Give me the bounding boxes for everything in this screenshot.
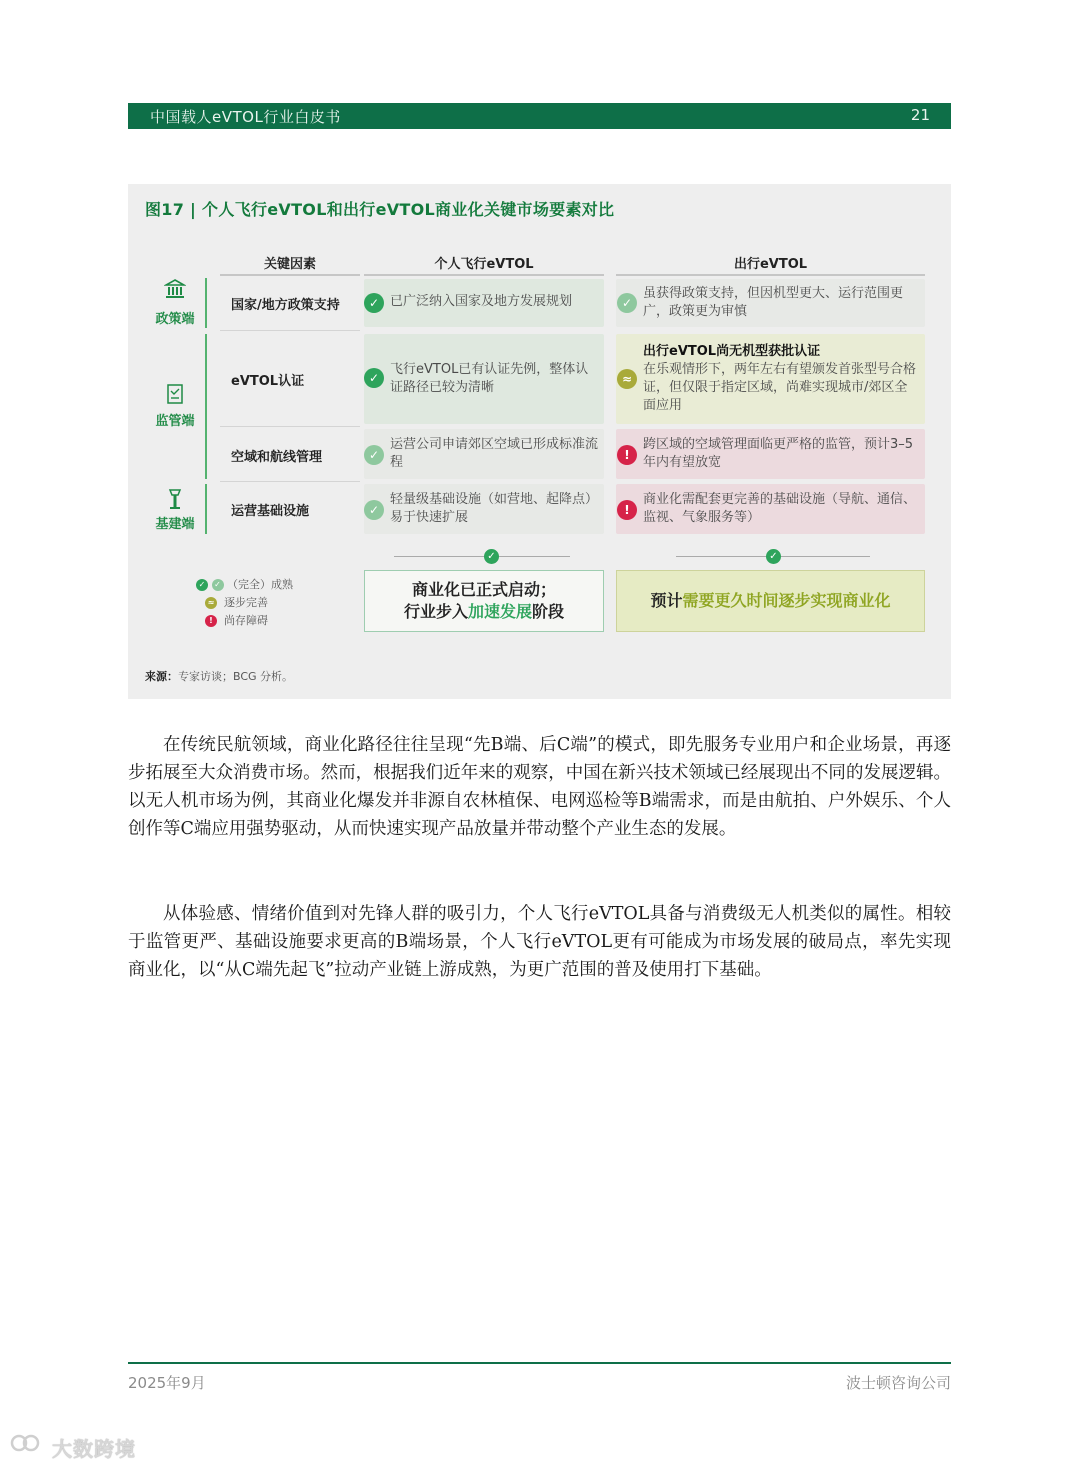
header-divider: [616, 274, 925, 276]
category-bracket: [205, 334, 207, 479]
check-icon: ✓: [364, 368, 384, 388]
conclusion-mobility: 预计需要更久时间逐步实现商业化: [616, 570, 925, 632]
factor-certification: eVTOL认证: [231, 374, 305, 389]
column-header-factor: 关键因素: [263, 257, 316, 272]
legend-mature: ✓ ✓ （完全）成熟: [196, 576, 293, 592]
cell-personal-certification: 飞行eVTOL已有认证先例，整体认证路径已较为清晰: [390, 362, 589, 395]
publication-date: 2025年9月: [128, 1374, 206, 1392]
row-divider: [220, 426, 360, 427]
cell-mobility-infrastructure: 商业化需配套更完善的基础设施（导航、通信、监视、气象服务等）: [643, 492, 917, 525]
header-divider: [364, 274, 604, 276]
conclusion-personal: [364, 570, 604, 632]
publisher: 波士顿咨询公司: [845, 1374, 951, 1392]
figure-title: 图17 | 个人飞行eVTOL和出行eVTOL商业化关键市场要素对比: [145, 200, 615, 219]
figure-source: 来源：专家访谈；BCG 分析。: [145, 670, 294, 683]
check-icon: ✓: [364, 500, 384, 520]
check-icon: ✓: [364, 445, 384, 465]
cell-personal-policy: 已广泛纳入国家及地方发展规划: [390, 294, 573, 309]
approx-icon: ≈: [617, 369, 637, 389]
body-paragraph-1: 在传统民航领域，商业化路径往往呈现“先B端、后C端”的模式，即先服务专业用户和企业场景，再逐步拓展至大众消费市场。然而，根据我们近年来的观察，中国在新兴技术领域已经展现出不同的发展逻辑。以无人机市场为例，其商业化爆发并非源自农林植保、电网巡检等B端需求，而是由航拍、户外娱乐、个人创作等C端应用强势驱动，从而快速实现产品放量并带动整个产业生态的发展。: [128, 735, 951, 839]
category-bracket: [205, 484, 207, 534]
category-policy: 政策端: [155, 312, 195, 327]
document-title: 中国载人eVTOL行业白皮书: [150, 108, 341, 126]
approx-icon: ≈: [205, 597, 217, 609]
legend-barrier: ! 尚存障碍: [205, 612, 268, 628]
check-icon: ✓: [617, 293, 637, 313]
footer-divider: [128, 1362, 951, 1364]
header-divider: [220, 274, 360, 276]
alert-icon: !: [205, 615, 217, 627]
conclusion-personal-line2: 行业步入加速发展阶段: [403, 602, 565, 621]
conclusion-personal-line1: 商业化已正式启动；: [411, 580, 556, 599]
column-header-personal: 个人飞行eVTOL: [434, 257, 534, 272]
watermark-logo-icon: [10, 1430, 40, 1456]
row-divider: [220, 481, 360, 482]
factor-airspace: 空域和航线管理: [231, 450, 323, 465]
certificate-document-icon: [150, 383, 200, 411]
cell-mobility-airspace: 跨区域的空域管理面临更严格的监管，预计3–5年内有望放宽: [643, 437, 914, 470]
cell-personal-infrastructure: 轻量级基础设施（如营地、起降点）易于快速扩展: [390, 492, 599, 525]
column-header-mobility: 出行eVTOL: [733, 257, 808, 272]
watermark-text: 大数跨境: [52, 1437, 136, 1461]
cell-personal-airspace: 运营公司申请郊区空域已形成标准流程: [390, 437, 599, 470]
divider-line: [394, 556, 570, 557]
legend-improving: ≈ 逐步完善: [205, 594, 268, 610]
cell-mobility-policy: 虽获得政策支持，但因机型更大、运行范围更广，政策更为审慎: [643, 286, 904, 319]
category-regulation: 监管端: [155, 414, 195, 429]
factor-policy-support: 国家/地方政策支持: [231, 298, 340, 313]
factor-infrastructure: 运营基础设施: [231, 504, 310, 519]
body-paragraph-2: 从体验感、情绪价值到对先锋人群的吸引力，个人飞行eVTOL具备与消费级无人机类似的属性。相较于监管更严、基础设施要求更高的B端场景，个人飞行eVTOL更有可能成为市场发展的破局点，率先实现商业化，以“从C端先起飞”拉动产业链上游成熟，为更广范围的普及使用打下基础。: [128, 904, 951, 980]
cell-mobility-certification-title: 出行eVTOL尚无机型获批认证: [643, 344, 821, 359]
alert-icon: !: [617, 500, 637, 520]
check-icon: ✓: [484, 549, 499, 564]
check-icon: ✓: [364, 293, 384, 313]
alert-icon: !: [617, 445, 637, 465]
check-icon: ✓: [196, 579, 208, 591]
category-bracket: [205, 278, 207, 328]
page-number: 21: [910, 106, 930, 124]
check-icon: ✓: [766, 549, 781, 564]
row-divider: [220, 330, 360, 331]
category-infrastructure: 基建端: [155, 517, 195, 532]
cell-mobility-certification: 在乐观情形下，两年左右有望颁发首张型号合格证，但仅限于指定区域，尚难实现城市/郊区全面应用: [643, 362, 917, 413]
government-building-icon: [150, 278, 200, 306]
check-icon: ✓: [212, 579, 224, 591]
